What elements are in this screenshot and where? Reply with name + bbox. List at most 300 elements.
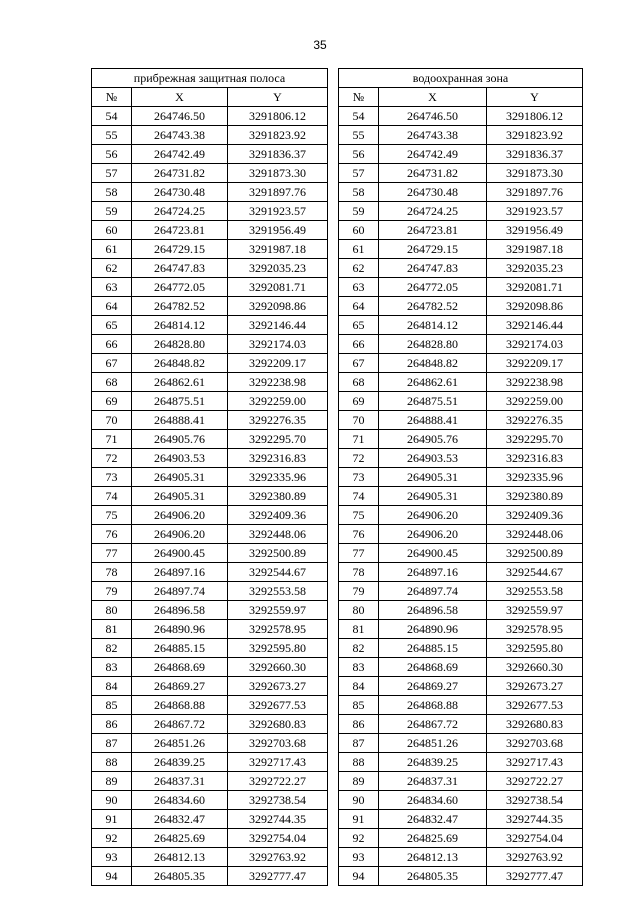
table-row <box>92 753 328 772</box>
table-row <box>339 563 583 582</box>
y-coordinate-cell: 3292738.54 <box>487 791 583 810</box>
point-number-cell: 85 <box>92 696 132 715</box>
table-row <box>339 772 583 791</box>
x-coordinate-cell: 264837.31 <box>379 772 487 791</box>
table-row <box>92 563 328 582</box>
table-row <box>92 677 328 696</box>
table-row <box>92 525 328 544</box>
x-coordinate-cell: 264825.69 <box>132 829 228 848</box>
x-coordinate-cell: 264869.27 <box>379 677 487 696</box>
left-table-body <box>92 107 328 886</box>
x-coordinate-cell: 264742.49 <box>379 145 487 164</box>
y-coordinate-cell: 3292500.89 <box>487 544 583 563</box>
table-row <box>339 335 583 354</box>
x-coordinate-cell: 264731.82 <box>132 164 228 183</box>
y-coordinate-cell: 3292777.47 <box>228 867 328 886</box>
table-row <box>92 734 328 753</box>
table-row <box>339 183 583 202</box>
x-coordinate-cell: 264814.12 <box>379 316 487 335</box>
table-row <box>339 525 583 544</box>
x-coordinate-cell: 264747.83 <box>379 259 487 278</box>
table-row <box>339 487 583 506</box>
y-coordinate-cell: 3292448.06 <box>487 525 583 544</box>
point-number-cell: 90 <box>339 791 379 810</box>
y-coordinate-cell: 3291873.30 <box>228 164 328 183</box>
x-coordinate-cell: 264742.49 <box>132 145 228 164</box>
x-coordinate-cell: 264723.81 <box>132 221 228 240</box>
x-coordinate-cell: 264906.20 <box>132 525 228 544</box>
table-row <box>92 107 328 126</box>
x-coordinate-cell: 264867.72 <box>132 715 228 734</box>
x-coordinate-cell: 264851.26 <box>132 734 228 753</box>
y-coordinate-cell: 3292738.54 <box>228 791 328 810</box>
y-coordinate-cell: 3292703.68 <box>228 734 328 753</box>
x-coordinate-cell: 264834.60 <box>379 791 487 810</box>
table-row <box>339 259 583 278</box>
point-number-cell: 84 <box>339 677 379 696</box>
x-coordinate-cell: 264834.60 <box>132 791 228 810</box>
point-number-cell: 59 <box>339 202 379 221</box>
y-coordinate-cell: 3292677.53 <box>487 696 583 715</box>
y-coordinate-cell: 3292559.97 <box>228 601 328 620</box>
x-coordinate-cell: 264805.35 <box>132 867 228 886</box>
x-coordinate-cell: 264896.58 <box>379 601 487 620</box>
table-row <box>339 601 583 620</box>
point-number-cell: 78 <box>92 563 132 582</box>
y-coordinate-cell: 3292316.83 <box>228 449 328 468</box>
y-coordinate-cell: 3292380.89 <box>228 487 328 506</box>
y-coordinate-cell: 3292316.83 <box>487 449 583 468</box>
x-coordinate-cell: 264851.26 <box>379 734 487 753</box>
y-coordinate-cell: 3292448.06 <box>228 525 328 544</box>
y-coordinate-cell: 3291987.18 <box>228 240 328 259</box>
point-number-cell: 71 <box>92 430 132 449</box>
y-coordinate-cell: 3292295.70 <box>228 430 328 449</box>
y-coordinate-cell: 3292680.83 <box>228 715 328 734</box>
x-coordinate-cell: 264729.15 <box>132 240 228 259</box>
y-coordinate-cell: 3292680.83 <box>487 715 583 734</box>
point-number-cell: 60 <box>92 221 132 240</box>
y-coordinate-cell: 3292295.70 <box>487 430 583 449</box>
point-number-cell: 61 <box>92 240 132 259</box>
table-row <box>339 107 583 126</box>
point-number-cell: 57 <box>339 164 379 183</box>
y-coordinate-cell: 3291923.57 <box>487 202 583 221</box>
table-row <box>339 468 583 487</box>
right-header-number: № <box>339 88 379 107</box>
y-coordinate-cell: 3292559.97 <box>487 601 583 620</box>
x-coordinate-cell: 264772.05 <box>132 278 228 297</box>
point-number-cell: 67 <box>339 354 379 373</box>
x-coordinate-cell: 264868.69 <box>132 658 228 677</box>
x-coordinate-cell: 264905.31 <box>132 468 228 487</box>
table-row <box>339 734 583 753</box>
x-coordinate-cell: 264862.61 <box>379 373 487 392</box>
x-coordinate-cell: 264905.31 <box>379 468 487 487</box>
coordinate-tables <box>91 68 583 886</box>
table-row <box>339 639 583 658</box>
x-coordinate-cell: 264746.50 <box>379 107 487 126</box>
table-row <box>92 715 328 734</box>
x-coordinate-cell: 264812.13 <box>379 848 487 867</box>
y-coordinate-cell: 3292673.27 <box>228 677 328 696</box>
point-number-cell: 60 <box>339 221 379 240</box>
x-coordinate-cell: 264729.15 <box>379 240 487 259</box>
table-row <box>339 658 583 677</box>
y-coordinate-cell: 3292259.00 <box>228 392 328 411</box>
x-coordinate-cell: 264868.88 <box>132 696 228 715</box>
table-row <box>339 164 583 183</box>
table-row <box>339 715 583 734</box>
point-number-cell: 93 <box>92 848 132 867</box>
y-coordinate-cell: 3291873.30 <box>487 164 583 183</box>
x-coordinate-cell: 264724.25 <box>379 202 487 221</box>
table-row <box>92 316 328 335</box>
table-row <box>92 411 328 430</box>
y-coordinate-cell: 3292722.27 <box>487 772 583 791</box>
x-coordinate-cell: 264832.47 <box>132 810 228 829</box>
point-number-cell: 76 <box>339 525 379 544</box>
x-coordinate-cell: 264903.53 <box>132 449 228 468</box>
table-row <box>92 278 328 297</box>
x-coordinate-cell: 264897.74 <box>132 582 228 601</box>
y-coordinate-cell: 3292744.35 <box>487 810 583 829</box>
x-coordinate-cell: 264885.15 <box>379 639 487 658</box>
point-number-cell: 91 <box>339 810 379 829</box>
y-coordinate-cell: 3292238.98 <box>228 373 328 392</box>
x-coordinate-cell: 264906.20 <box>379 525 487 544</box>
point-number-cell: 90 <box>92 791 132 810</box>
right-table-title: водоохранная зона <box>339 69 583 88</box>
table-row <box>92 164 328 183</box>
point-number-cell: 77 <box>92 544 132 563</box>
point-number-cell: 54 <box>92 107 132 126</box>
y-coordinate-cell: 3292754.04 <box>487 829 583 848</box>
table-row <box>339 867 583 886</box>
point-number-cell: 83 <box>339 658 379 677</box>
y-coordinate-cell: 3292717.43 <box>228 753 328 772</box>
y-coordinate-cell: 3292098.86 <box>228 297 328 316</box>
y-coordinate-cell: 3292595.80 <box>228 639 328 658</box>
table-row <box>92 335 328 354</box>
table-row <box>92 544 328 563</box>
table-row <box>92 202 328 221</box>
point-number-cell: 69 <box>339 392 379 411</box>
table-row <box>339 810 583 829</box>
y-coordinate-cell: 3292673.27 <box>487 677 583 696</box>
x-coordinate-cell: 264743.38 <box>132 126 228 145</box>
x-coordinate-cell: 264875.51 <box>132 392 228 411</box>
y-coordinate-cell: 3292098.86 <box>487 297 583 316</box>
table-row <box>339 696 583 715</box>
table-row <box>92 449 328 468</box>
x-coordinate-cell: 264906.20 <box>379 506 487 525</box>
y-coordinate-cell: 3292238.98 <box>487 373 583 392</box>
x-coordinate-cell: 264782.52 <box>132 297 228 316</box>
point-number-cell: 89 <box>92 772 132 791</box>
point-number-cell: 86 <box>339 715 379 734</box>
right-header-y: Y <box>487 88 583 107</box>
point-number-cell: 82 <box>339 639 379 658</box>
x-coordinate-cell: 264839.25 <box>379 753 487 772</box>
y-coordinate-cell: 3292276.35 <box>487 411 583 430</box>
x-coordinate-cell: 264747.83 <box>132 259 228 278</box>
x-coordinate-cell: 264730.48 <box>379 183 487 202</box>
table-row <box>339 354 583 373</box>
x-coordinate-cell: 264814.12 <box>132 316 228 335</box>
point-number-cell: 89 <box>339 772 379 791</box>
y-coordinate-cell: 3292146.44 <box>487 316 583 335</box>
table-row <box>92 221 328 240</box>
table-row <box>339 221 583 240</box>
point-number-cell: 75 <box>339 506 379 525</box>
x-coordinate-cell: 264730.48 <box>132 183 228 202</box>
x-coordinate-cell: 264724.25 <box>132 202 228 221</box>
table-row <box>92 810 328 829</box>
x-coordinate-cell: 264839.25 <box>132 753 228 772</box>
table-row <box>92 259 328 278</box>
table-row <box>339 449 583 468</box>
point-number-cell: 58 <box>92 183 132 202</box>
y-coordinate-cell: 3292035.23 <box>487 259 583 278</box>
table-row <box>92 373 328 392</box>
point-number-cell: 91 <box>92 810 132 829</box>
y-coordinate-cell: 3291823.92 <box>487 126 583 145</box>
table-row <box>339 202 583 221</box>
left-header-x: X <box>132 88 228 107</box>
x-coordinate-cell: 264869.27 <box>132 677 228 696</box>
left-table-title: прибрежная защитная полоса <box>92 69 328 88</box>
right-header-x: X <box>379 88 487 107</box>
x-coordinate-cell: 264848.82 <box>132 354 228 373</box>
y-coordinate-cell: 3292703.68 <box>487 734 583 753</box>
point-number-cell: 80 <box>339 601 379 620</box>
point-number-cell: 81 <box>92 620 132 639</box>
y-coordinate-cell: 3292209.17 <box>228 354 328 373</box>
x-coordinate-cell: 264782.52 <box>379 297 487 316</box>
right-coordinate-table <box>338 68 583 886</box>
y-coordinate-cell: 3291956.49 <box>228 221 328 240</box>
x-coordinate-cell: 264805.35 <box>379 867 487 886</box>
x-coordinate-cell: 264825.69 <box>379 829 487 848</box>
table-row <box>92 658 328 677</box>
y-coordinate-cell: 3292595.80 <box>487 639 583 658</box>
y-coordinate-cell: 3291823.92 <box>228 126 328 145</box>
point-number-cell: 74 <box>92 487 132 506</box>
y-coordinate-cell: 3292553.58 <box>487 582 583 601</box>
left-coordinate-table <box>91 68 328 886</box>
x-coordinate-cell: 264812.13 <box>132 848 228 867</box>
point-number-cell: 83 <box>92 658 132 677</box>
y-coordinate-cell: 3292578.95 <box>487 620 583 639</box>
x-coordinate-cell: 264868.88 <box>379 696 487 715</box>
table-gap <box>328 68 338 886</box>
point-number-cell: 62 <box>339 259 379 278</box>
table-row <box>92 791 328 810</box>
page-number: 35 <box>313 38 327 52</box>
point-number-cell: 70 <box>339 411 379 430</box>
y-coordinate-cell: 3292722.27 <box>228 772 328 791</box>
table-row <box>92 392 328 411</box>
point-number-cell: 71 <box>339 430 379 449</box>
table-row <box>92 240 328 259</box>
x-coordinate-cell: 264896.58 <box>132 601 228 620</box>
y-coordinate-cell: 3292660.30 <box>487 658 583 677</box>
table-row <box>92 867 328 886</box>
table-row <box>339 373 583 392</box>
x-coordinate-cell: 264905.31 <box>132 487 228 506</box>
y-coordinate-cell: 3292209.17 <box>487 354 583 373</box>
table-row <box>339 278 583 297</box>
x-coordinate-cell: 264868.69 <box>379 658 487 677</box>
x-coordinate-cell: 264862.61 <box>132 373 228 392</box>
point-number-cell: 65 <box>339 316 379 335</box>
point-number-cell: 75 <box>92 506 132 525</box>
table-row <box>339 316 583 335</box>
point-number-cell: 64 <box>92 297 132 316</box>
table-row <box>339 411 583 430</box>
point-number-cell: 85 <box>339 696 379 715</box>
point-number-cell: 73 <box>92 468 132 487</box>
table-row <box>339 791 583 810</box>
point-number-cell: 79 <box>339 582 379 601</box>
table-row <box>92 620 328 639</box>
table-row <box>92 829 328 848</box>
point-number-cell: 68 <box>92 373 132 392</box>
x-coordinate-cell: 264897.74 <box>379 582 487 601</box>
y-coordinate-cell: 3291897.76 <box>228 183 328 202</box>
y-coordinate-cell: 3291987.18 <box>487 240 583 259</box>
y-coordinate-cell: 3292717.43 <box>487 753 583 772</box>
point-number-cell: 57 <box>92 164 132 183</box>
point-number-cell: 77 <box>339 544 379 563</box>
y-coordinate-cell: 3292544.67 <box>487 563 583 582</box>
point-number-cell: 61 <box>339 240 379 259</box>
table-row <box>339 582 583 601</box>
x-coordinate-cell: 264903.53 <box>379 449 487 468</box>
table-row <box>92 297 328 316</box>
table-row <box>92 468 328 487</box>
x-coordinate-cell: 264723.81 <box>379 221 487 240</box>
table-row <box>339 240 583 259</box>
y-coordinate-cell: 3291923.57 <box>228 202 328 221</box>
point-number-cell: 87 <box>92 734 132 753</box>
table-row <box>339 544 583 563</box>
y-coordinate-cell: 3292500.89 <box>228 544 328 563</box>
table-row <box>339 392 583 411</box>
point-number-cell: 87 <box>339 734 379 753</box>
table-row <box>92 582 328 601</box>
table-row <box>339 430 583 449</box>
table-row <box>339 677 583 696</box>
point-number-cell: 94 <box>92 867 132 886</box>
point-number-cell: 74 <box>339 487 379 506</box>
table-row <box>339 753 583 772</box>
point-number-cell: 63 <box>92 278 132 297</box>
x-coordinate-cell: 264746.50 <box>132 107 228 126</box>
x-coordinate-cell: 264848.82 <box>379 354 487 373</box>
point-number-cell: 62 <box>92 259 132 278</box>
x-coordinate-cell: 264890.96 <box>132 620 228 639</box>
table-row <box>92 354 328 373</box>
x-coordinate-cell: 264890.96 <box>379 620 487 639</box>
y-coordinate-cell: 3291836.37 <box>228 145 328 164</box>
y-coordinate-cell: 3292409.36 <box>228 506 328 525</box>
table-row <box>92 639 328 658</box>
point-number-cell: 68 <box>339 373 379 392</box>
x-coordinate-cell: 264906.20 <box>132 506 228 525</box>
table-row <box>92 772 328 791</box>
y-coordinate-cell: 3292146.44 <box>228 316 328 335</box>
y-coordinate-cell: 3291806.12 <box>487 107 583 126</box>
point-number-cell: 79 <box>92 582 132 601</box>
x-coordinate-cell: 264900.45 <box>379 544 487 563</box>
y-coordinate-cell: 3292035.23 <box>228 259 328 278</box>
point-number-cell: 76 <box>92 525 132 544</box>
point-number-cell: 63 <box>339 278 379 297</box>
y-coordinate-cell: 3291836.37 <box>487 145 583 164</box>
table-row <box>339 126 583 145</box>
y-coordinate-cell: 3292380.89 <box>487 487 583 506</box>
x-coordinate-cell: 264772.05 <box>379 278 487 297</box>
point-number-cell: 78 <box>339 563 379 582</box>
x-coordinate-cell: 264888.41 <box>132 411 228 430</box>
x-coordinate-cell: 264731.82 <box>379 164 487 183</box>
x-coordinate-cell: 264867.72 <box>379 715 487 734</box>
y-coordinate-cell: 3291806.12 <box>228 107 328 126</box>
point-number-cell: 92 <box>92 829 132 848</box>
x-coordinate-cell: 264837.31 <box>132 772 228 791</box>
point-number-cell: 55 <box>92 126 132 145</box>
point-number-cell: 88 <box>92 753 132 772</box>
x-coordinate-cell: 264828.80 <box>132 335 228 354</box>
y-coordinate-cell: 3291897.76 <box>487 183 583 202</box>
y-coordinate-cell: 3292081.71 <box>487 278 583 297</box>
x-coordinate-cell: 264828.80 <box>379 335 487 354</box>
y-coordinate-cell: 3292081.71 <box>228 278 328 297</box>
point-number-cell: 73 <box>339 468 379 487</box>
point-number-cell: 81 <box>339 620 379 639</box>
y-coordinate-cell: 3292174.03 <box>487 335 583 354</box>
table-row <box>92 696 328 715</box>
y-coordinate-cell: 3292763.92 <box>228 848 328 867</box>
x-coordinate-cell: 264875.51 <box>379 392 487 411</box>
x-coordinate-cell: 264897.16 <box>379 563 487 582</box>
point-number-cell: 66 <box>339 335 379 354</box>
x-coordinate-cell: 264905.76 <box>379 430 487 449</box>
point-number-cell: 64 <box>339 297 379 316</box>
y-coordinate-cell: 3292777.47 <box>487 867 583 886</box>
table-row <box>92 506 328 525</box>
y-coordinate-cell: 3292553.58 <box>228 582 328 601</box>
point-number-cell: 56 <box>339 145 379 164</box>
y-coordinate-cell: 3292335.96 <box>228 468 328 487</box>
point-number-cell: 66 <box>92 335 132 354</box>
point-number-cell: 54 <box>339 107 379 126</box>
y-coordinate-cell: 3292259.00 <box>487 392 583 411</box>
left-header-y: Y <box>228 88 328 107</box>
table-row <box>92 848 328 867</box>
table-row <box>339 506 583 525</box>
table-row <box>339 297 583 316</box>
point-number-cell: 92 <box>339 829 379 848</box>
point-number-cell: 69 <box>92 392 132 411</box>
table-row <box>339 829 583 848</box>
table-row <box>92 430 328 449</box>
point-number-cell: 72 <box>92 449 132 468</box>
y-coordinate-cell: 3292276.35 <box>228 411 328 430</box>
y-coordinate-cell: 3292174.03 <box>228 335 328 354</box>
